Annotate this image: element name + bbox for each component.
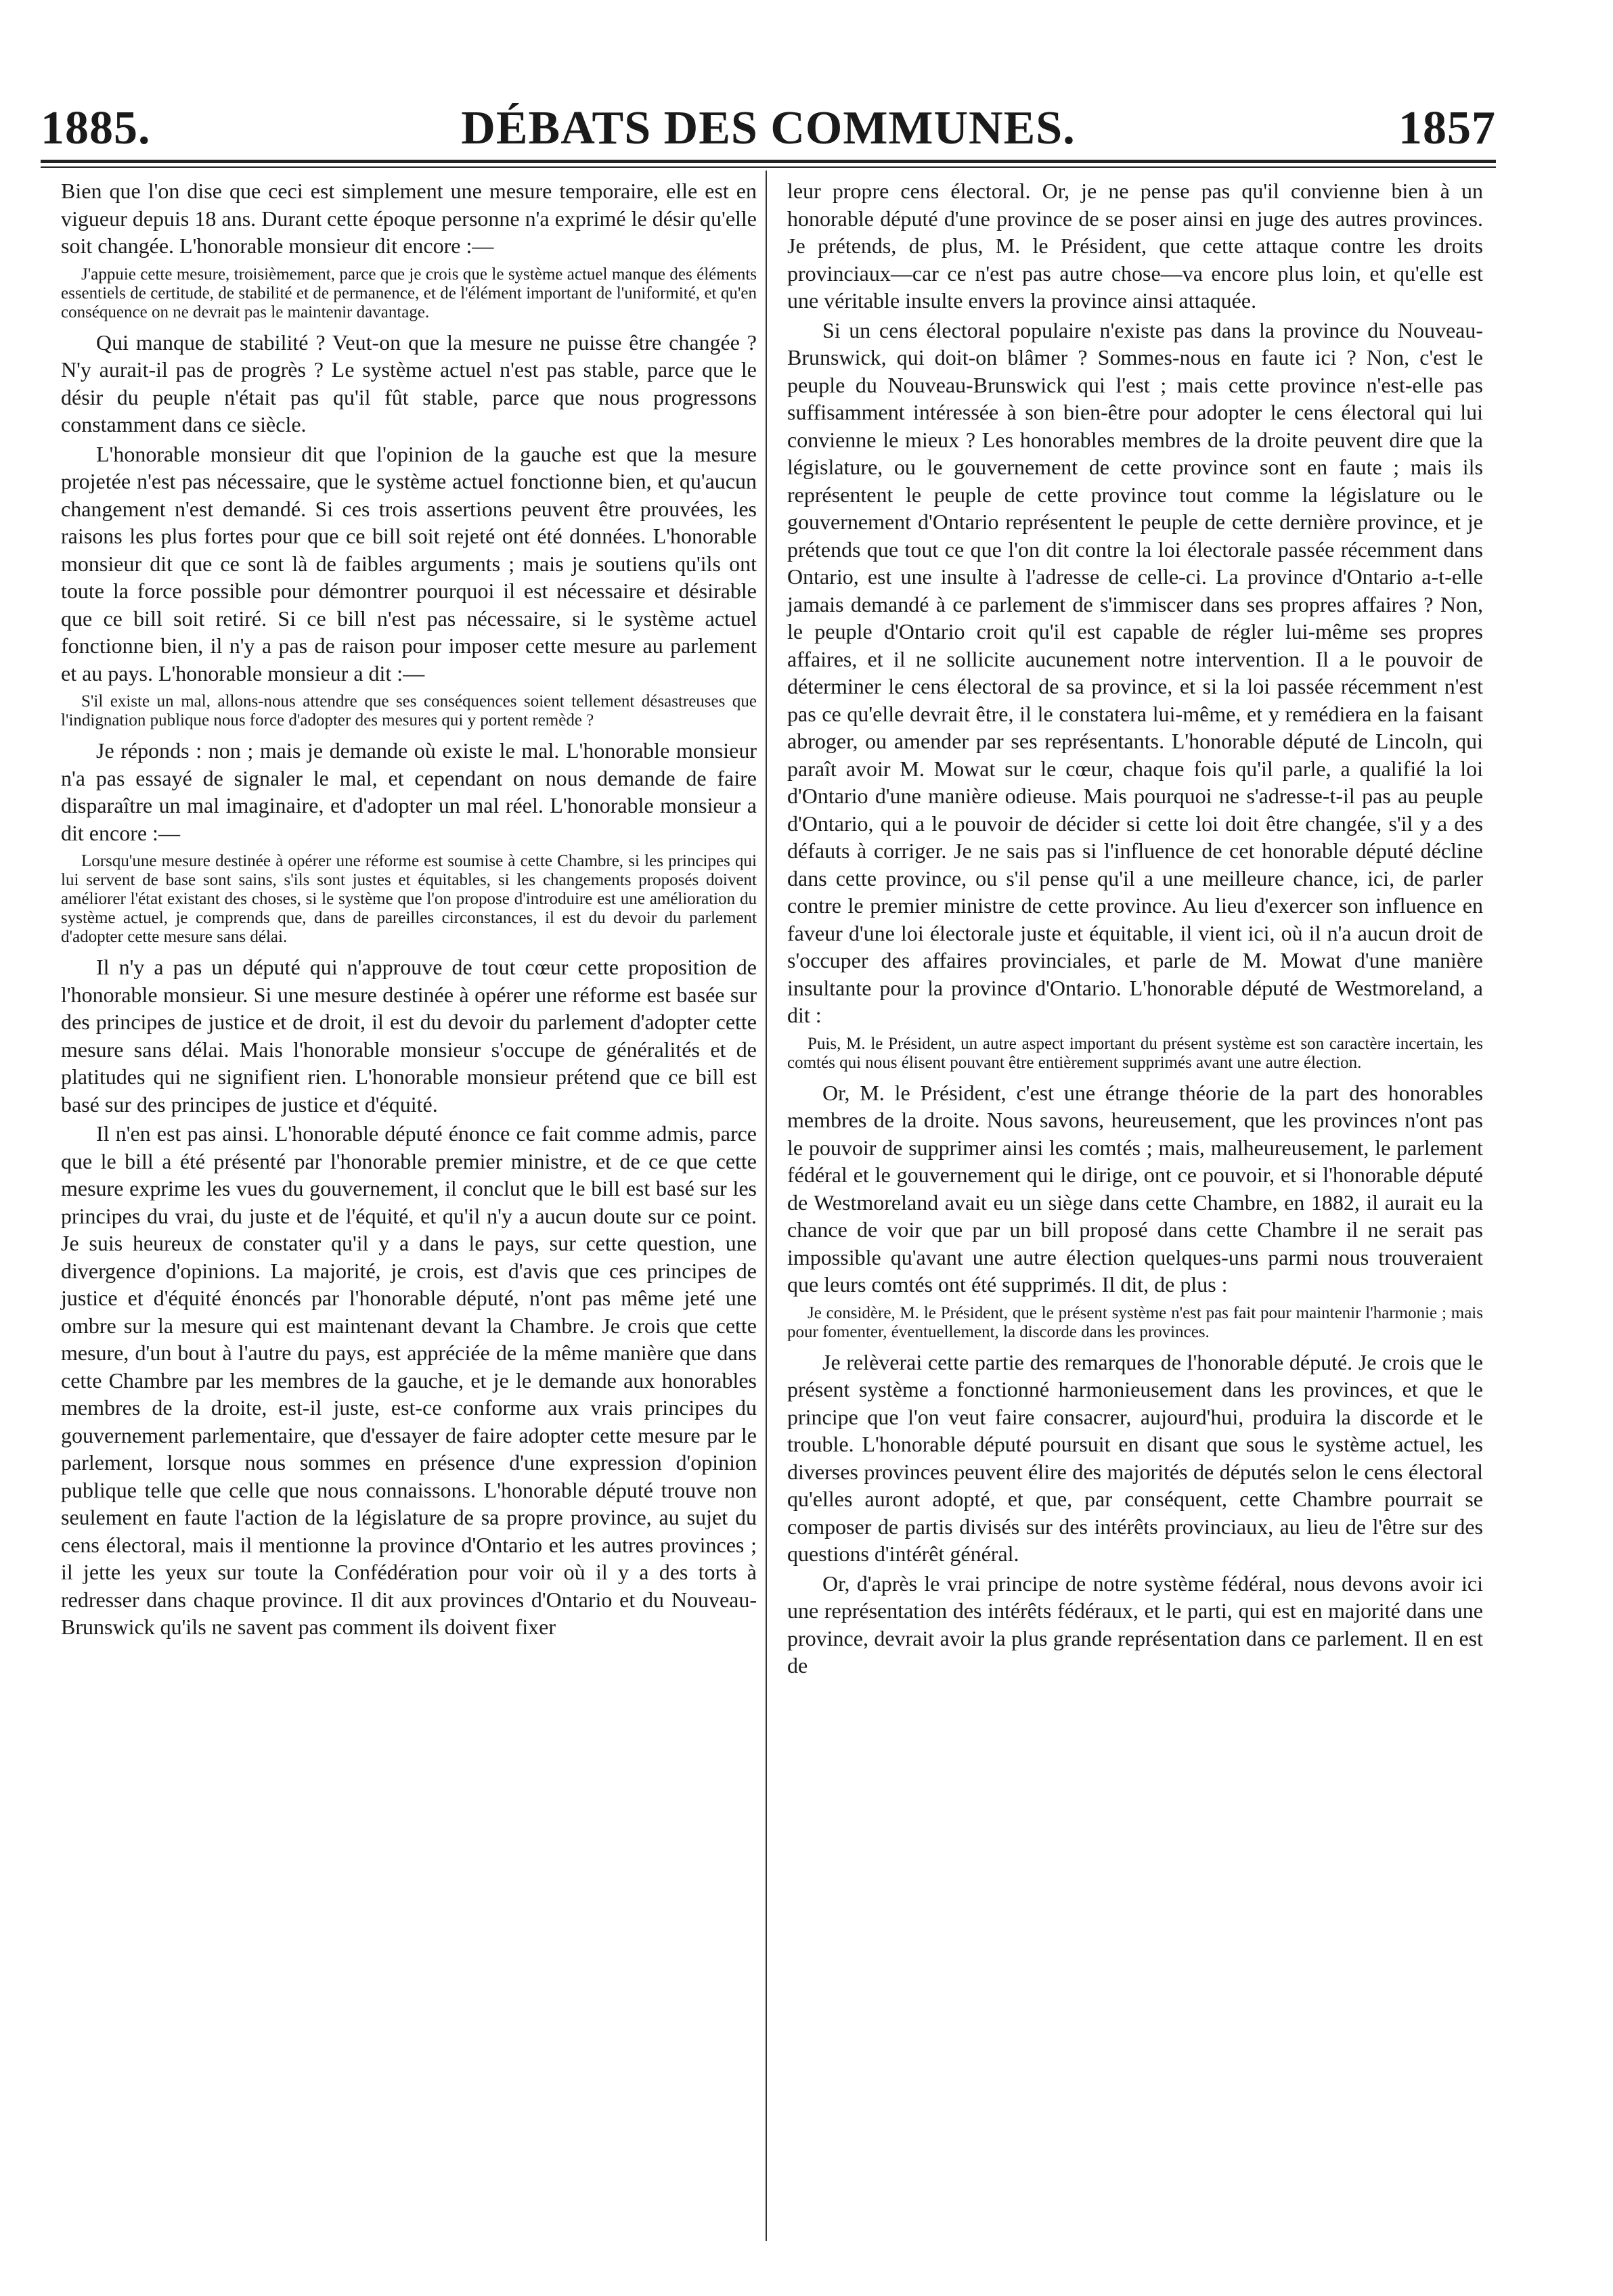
paragraph: Il n'en est pas ainsi. L'honorable député énonce ce fait comme admis, parce que le bill a été présenté par l'honorable premier ministre, et de ce que cette mesure exprime les vues du gouvernement, il conclut que le bill est basé sur les principes du vrai, du juste et de l'équité, et qu'il n'y a aucun doute sur ce point. Je suis heureux de constater qu'il y a dans le pays, sur cette question, une divergence d'opinions. La majorité, je crois, est d'avis que ces principes de justice et d'équité énoncés par l'honorable député, n'ont pas même jeté une ombre sur la mesure qui est maintenant devant la Chambre. Je crois que cette mesure, d'un bout à l'autre du pays, est appréciée de la même manière que dans cette Chambre par les membres de la gauche, et je le demande aux honorables membres de la droite, est-il juste, est-ce conforme aux vrais principes du gouvernement parlementaire, que d'essayer de faire adopter cette mesure par le parlement, lorsque nous sommes en présence d'une expression d'opinion publique telle que celle que nous connaissons. L'honorable député trouve non seulement en faute l'action de la législature de sa propre province, au sujet du cens électoral, mais il mentionne la province d'Ontario et les autres provinces ; il jette les yeux sur toute la Confédération pour voir où il y a des torts à redresser dans chaque province. Il dit aux provinces d'Ontario et du Nouveau-Brunswick qu'ils ne savent pas comment ils doivent fixer — [61, 1121, 757, 1639]
quotation: S'il existe un mal, allons-nous attendre que ses conséquences soient tellement désastreuses que l'indignation publique nous force d'adopter des mesures qui y portent remède ? — [61, 692, 757, 729]
paragraph-continued: leur propre cens électoral. Or, je ne pense pas qu'il convienne bien à un honorable député d'une province de se poser ainsi en juge des autres provinces. Je prétends, de plus, M. le Président, que cette attaque contre les droits provinciaux—car ce n'est pas autre chose—va encore plus loin, et qu'elle est une véritable insulte envers la province ainsi attaquée. — [787, 179, 1483, 313]
page-header — [41, 102, 1496, 156]
header-page-number: 1857 — [1398, 102, 1496, 154]
quotation: Puis, M. le Président, un autre aspect important du présent système est son caractère incertain, les comtés qui nous élisent pouvant être entièrement supprimés avant une autre élection. — [787, 1034, 1483, 1072]
header-title: DÉBATS DES COMMUNES. — [461, 102, 1076, 154]
quotation: Je considère, M. le Président, que le présent système n'est pas fait pour maintenir l'harmonie ; mais pour fomenter, éventuellement, la discorde dans les provinces. — [787, 1303, 1483, 1341]
paragraph: Il n'y a pas un député qui n'approuve de tout cœur cette proposition de l'honorable monsieur. Si une mesure destinée à opérer une réforme est basée sur des principes de justice et de droit, il est du devoir du parlement d'adopter cette mesure sans délai. Mais l'honorable monsieur s'occupe de généralités et de platitudes qui ne signifient rien. L'honorable monsieur prétend que ce bill est basé sur des principes de justice et d'équité. — [61, 955, 757, 1117]
paragraph: Or, d'après le vrai principe de notre système fédéral, nous devons avoir ici une représentation des intérêts fédéraux, et le parti, qui est en majorité dans une province, devrait avoir la plus grande représentation dans ce parlement. Il en est de — [787, 1571, 1483, 1678]
header-rule-thin — [41, 166, 1496, 168]
paragraph: L'honorable monsieur dit que l'opinion de la gauche est que la mesure projetée n'est pas nécessaire, que le système actuel fonctionne bien, et qu'aucun changement n'est demandé. Si ces trois assertions peuvent être prouvées, les raisons les plus fortes pour que ce bill soit rejeté ont été données. L'honorable monsieur dit que ce sont là de faibles arguments ; mais je soutiens qu'ils ont toute la force possible pour démontrer pourquoi il est nécessaire et désirable que ce bill soit retiré. Si ce bill n'est pas nécessaire, si le système actuel fonctionne bien, il n'y a pas de raison pour imposer cette mesure au parlement et au pays. L'honorable monsieur a dit :— — [61, 441, 757, 685]
right-column — [787, 177, 1483, 1680]
paragraph: Si un cens électoral populaire n'existe pas dans la province du Nouveau-Brunswick, qui doit-on blâmer ? Sommes-nous en faute ici ? Non, c'est le peuple du Nouveau-Brunswick qui l'est ; mais cette province n'est-elle pas suffisamment intéressée à son bien-être pour adopter le cens électoral qui lui convienne le mieux ? Les honorables membres de la droite peuvent dire que la législature, ou le gouvernement de cette province sont en faute ; mais ils représentent le peuple de cette province tout comme la législature ou le gouvernement d'Ontario représentent le peuple de cette dernière province, et je prétends que tout ce que l'on dit contre la loi électorale passée récemment dans Ontario, est une insulte à l'adresse de celle-ci. La province d'Ontario a-t-elle jamais demandé à ce parlement de s'immiscer dans ses propres affaires ? Non, le peuple d'Ontario croit qu'il est capable de régler lui-même ses propres affaires, et il ne sollicite aucunement notre intervention. Il a le pouvoir de déterminer le cens électoral de sa province, et si la loi passée récemment n'est pas ce qu'elle devrait être, il le constatera lui-même, et y remédiera en la faisant abroger, ou amender par ses représentants. L'honorable député de Lincoln, qui paraît avoir M. Mowat sur le cœur, chaque fois qu'il parle, a qualifié la loi d'Ontario d'une manière odieuse. Mais pourquoi ne s'adresse-t-il pas au peuple d'Ontario, qui a le pouvoir de décider si cette loi doit être changée, s'il y a des défauts à corriger. Je ne sais pas si l'influence de cet honorable député décline dans cette province, ou s'il pense qu'il a une meilleure chance, ici, de parler contre le premier ministre de cette province. Au lieu d'exercer son influence en faveur d'une loi électorale juste et équitable, il vient ici, où il n'a aucun droit de s'occuper des affaires provinciales, et parle de M. Mowat d'une manière insultante pour la province d'Ontario. L'honorable député de Westmoreland, a dit : — [787, 317, 1483, 1027]
quotation: Lorsqu'une mesure destinée à opérer une réforme est soumise à cette Chambre, si les principes qui lui servent de base sont sains, s'ils sont justes et équitables, si les changements proposés doivent améliorer l'état existant des choses, si le système que l'on propose d'introduire est une amélioration du système actuel, je comprends que, dans de pareilles circonstances, il est du devoir du parlement d'adopter cette mesure sans délai. — [61, 852, 757, 946]
paragraph: Je relèverai cette partie des remarques de l'honorable député. Je crois que le présent système a fonctionné harmonieusement dans les provinces, et que le principe que l'on veut faire consacrer, aujourd'hui, produira la discorde et le trouble. L'honorable député poursuit en disant que sous le système actuel, les diverses provinces peuvent élire des majorités de députés selon le cens électoral qu'elles auront adopté, et que, par conséquent, cette Chambre pourrait se composer de partis divisés sur des intérêts provinciaux, au lieu de l'être sur des questions d'intérêt général. — [787, 1349, 1483, 1566]
paragraph: Je réponds : non ; mais je demande où existe le mal. L'honorable monsieur n'a pas essayé de signaler le mal, et cependant on nous demande de faire disparaître un mal imaginaire, et d'adopter un mal réel. L'honorable monsieur a dit encore :— — [61, 738, 757, 845]
left-column — [61, 177, 757, 1641]
header-year: 1885. — [41, 102, 151, 154]
paragraph: Or, M. le Président, c'est une étrange théorie de la part des honorables membres de la droite. Nous savons, heureusement, que les provinces n'ont pas le pouvoir de supprimer ainsi les comtés ; mais, malheureusement, le parlement fédéral et le gouvernement qui le dirige, ont ce pouvoir, et si l'honorable député de Westmoreland avait eu un siège dans cette Chambre, en 1882, il aurait eu la chance de voir que par un bill proposé dans cette Chambre il ne serait pas impossible qu'avant une autre élection quelques-uns parmi nous trouveraient que leurs comtés ont été supprimés. Il dit, de plus : — [787, 1080, 1483, 1297]
column-separator — [766, 171, 767, 2241]
paragraph: Bien que l'on dise que ceci est simplement une mesure temporaire, elle est en vigueur depuis 18 ans. Durant cette époque personne n'a exprimé le désir qu'elle soit changée. L'honorable monsieur dit encore :— — [61, 179, 757, 258]
quotation: J'appuie cette mesure, troisièmement, parce que je crois que le système actuel manque des éléments essentiels de certitude, de stabilité et de permanence, et de l'élément important de l'uniformité, et qu'en conséquence on ne devrait pas le maintenir davantage. — [61, 265, 757, 321]
header-rule-thick — [41, 160, 1496, 163]
paragraph: Qui manque de stabilité ? Veut-on que la mesure ne puisse être changée ? N'y aurait-il pas de progrès ? Le système actuel n'est pas stable, parce que le désir du peuple n'était pas qu'il fût stable, parce que nous progressons constamment dans ce siècle. — [61, 330, 757, 436]
